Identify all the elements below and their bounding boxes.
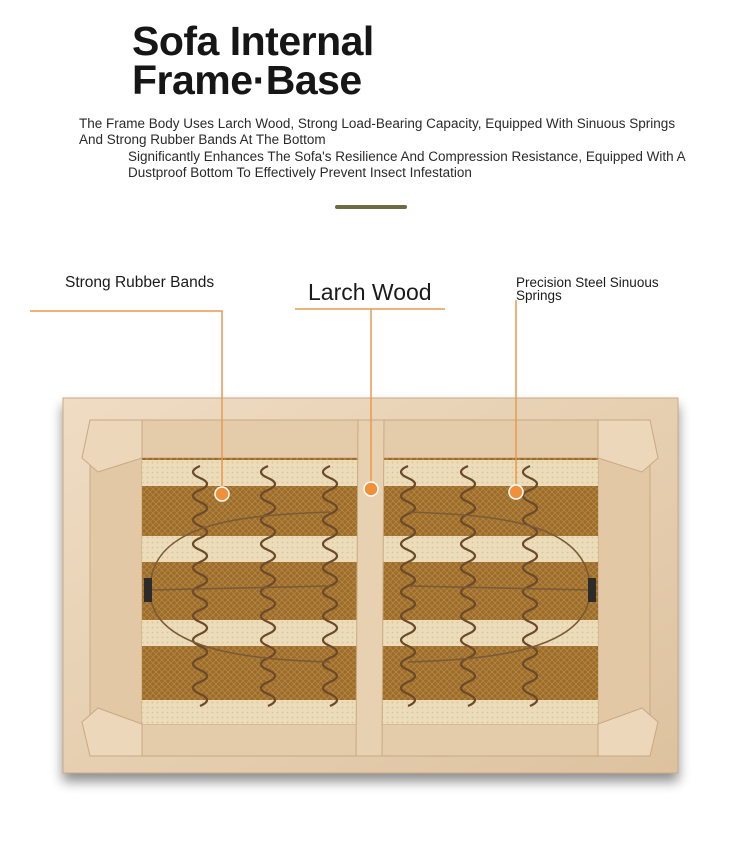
title-line-1: Sofa Internal <box>132 18 374 64</box>
callout-label-rubber-bands: Strong Rubber Bands <box>65 274 215 291</box>
page-title <box>132 18 374 103</box>
section-divider <box>335 205 407 209</box>
title-line-2: Frame·Base <box>132 57 362 103</box>
callout-label-larch-wood: Larch Wood <box>308 279 432 305</box>
description-line-1: The Frame Body Uses Larch Wood, Strong Load-Bearing Capacity, Equipped With Sinuous Springs And Strong Rubber Bands At The Bottom <box>79 116 676 147</box>
callout-label-steel-springs: Precision Steel Sinuous Springs <box>516 275 659 303</box>
spring-clip-right <box>588 578 596 602</box>
center-beam <box>356 420 384 756</box>
marker-dot-steel-springs <box>509 485 523 499</box>
description-line-2: Significantly Enhances The Sofa's Resilience And Compression Resistance, Equipped With A Dustproof Bottom To Effectively Prevent Insect Infestation <box>128 149 685 180</box>
spring-clip-left <box>144 578 152 602</box>
marker-dot-rubber-bands <box>215 487 229 501</box>
marker-dot-larch-wood <box>364 482 378 496</box>
